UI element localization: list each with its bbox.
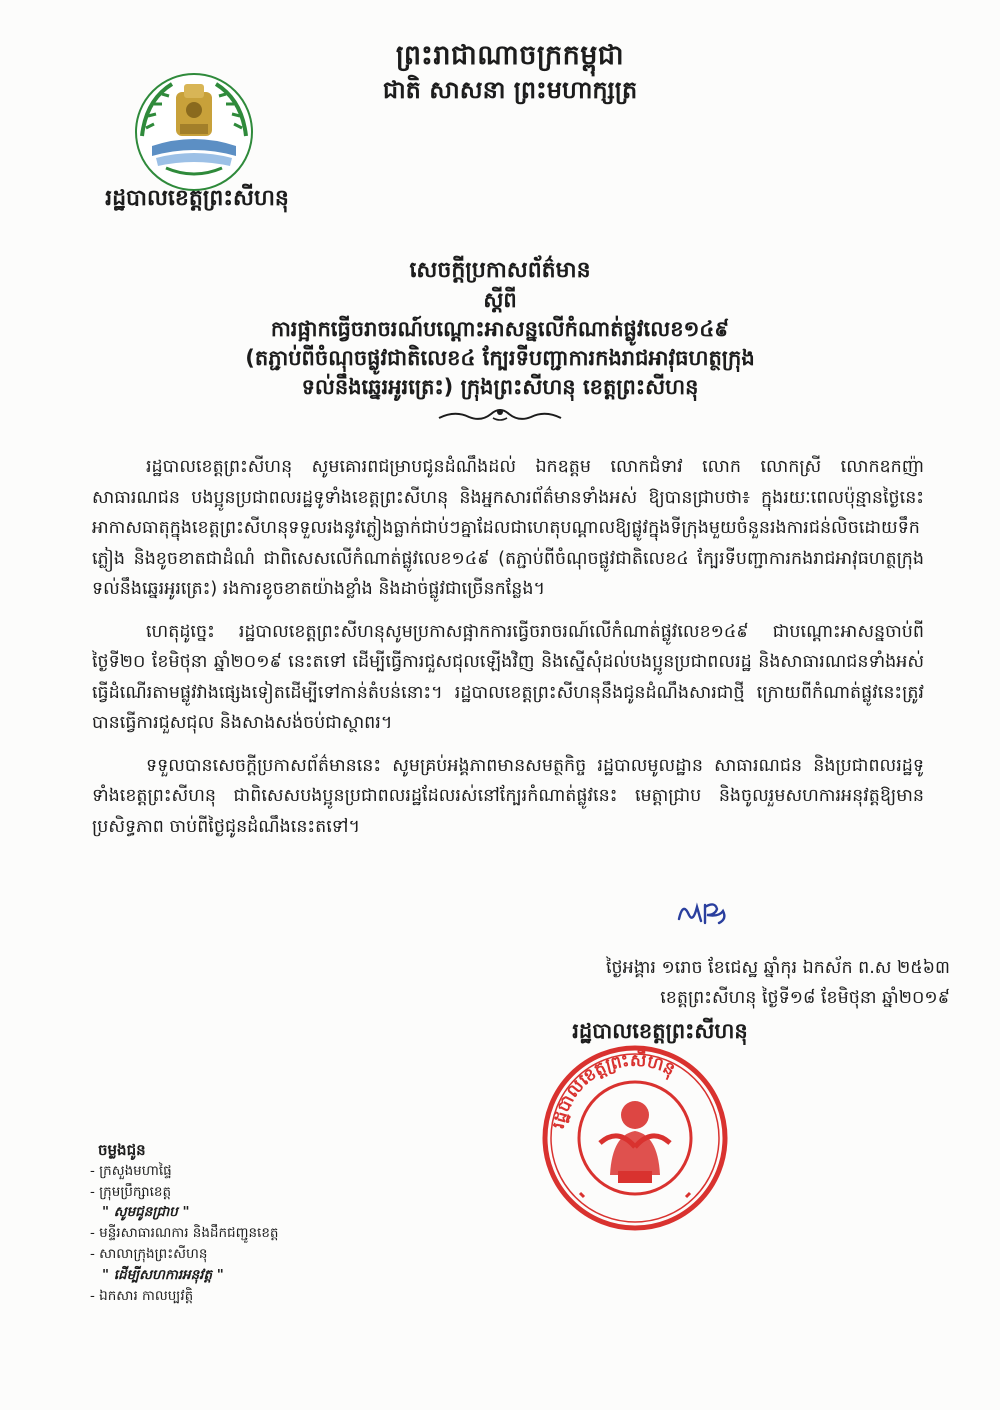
cc-item: - ក្រុមប្រឹក្សាខេត្ត <box>90 1183 172 1200</box>
body-paragraph-2: ហេតុដូច្នេះ រដ្ឋបាលខេត្តព្រះសីហនុសូមប្រកាសផ្អាកការធ្វើចរាចរណ៍លើកំណាត់ផ្លូវលេខ១៤៩ ជាបណ្តោះអាសន្នចាប់ពីថ្ងៃទី២០ ខែមិថុនា ឆ្នាំ២០១៩ នេះតទៅ ដើម្បីធ្វើការជួសជុលឡើងវិញ និងស្នើសុំដល់បងប្អូនប្រជាពលរដ្ឋ និងសាធារណជនទាំងអស់ ធ្វើដំណើរតាមផ្លូវវាងផ្សេងទៀតដើម្បីទៅកាន់តំបន់នោះ។ រដ្ឋបាលខេត្តព្រះសីហនុនឹងជូនដំណឹងសារជាថ្មី ក្រោយពីកំណាត់ផ្លូវនេះត្រូវបានធ្វើការជួសជុល និងសាងសង់ចប់ជាស្ថាពរ។ <box>92 621 924 733</box>
announcement-about: ស្តីពី <box>483 288 517 313</box>
title-ornament-icon <box>435 404 565 424</box>
announcement-subject-line-3: ទល់នឹងឆ្នេរអូរត្រេះ) ក្រុងព្រះសីហនុ ខេត្តព្រះសីហនុ <box>301 375 699 400</box>
announcement-subject-line-1: ការផ្អាកធ្វើចរាចរណ៍បណ្តោះអាសន្នលើកំណាត់ផ្លូវលេខ១៤៩ <box>270 317 730 342</box>
cc-item: - ក្រសួងមហាផ្ទៃ <box>90 1162 172 1179</box>
cc-note: " សូមជូនជ្រាប " <box>102 1204 190 1221</box>
national-motto: ជាតិ សាសនា ព្រះមហាក្សត្រ <box>382 76 638 105</box>
cc-note: " ដើម្បីសហការអនុវត្ត " <box>102 1266 224 1283</box>
national-header <box>330 38 690 107</box>
seal-ring-text: រដ្ឋបាលខេត្តព្រះសីហនុ <box>548 1050 679 1130</box>
provincial-emblem-icon <box>132 70 256 194</box>
body-paragraph-3: ទទួលបានសេចក្តីប្រកាសព័ត៌មាននេះ សូមគ្រប់អង្គភាពមានសមត្ថកិច្ច រដ្ឋបាលមូលដ្ឋាន សាធារណជន និងប្រជាពលរដ្ឋទូទាំងខេត្តព្រះសីហនុ ជាពិសេសបងប្អូនប្រជាពលរដ្ឋដែលរស់នៅក្បែរកំណាត់ផ្លូវនេះ មេត្តាជ្រាប និងចូលរួមសហការអនុវត្តឱ្យមានប្រសិទ្ធភាព ចាប់ពីថ្ងៃជូនដំណឹងនេះតទៅ។ <box>92 755 924 837</box>
announcement-body <box>92 452 924 854</box>
announcement-title: សេចក្តីប្រកាសព័ត៌មាន <box>409 258 591 283</box>
cc-item: - ឯកសារ កាលប្បវត្តិ <box>90 1287 194 1304</box>
signatory-title: រដ្ឋបាលខេត្តព្រះសីហនុ <box>572 1019 748 1043</box>
handwritten-initial-icon <box>675 893 731 929</box>
date-block <box>590 953 950 1013</box>
announcement-heading <box>150 256 850 424</box>
cc-title: ចម្លងជូន <box>98 1141 146 1159</box>
issuing-authority: រដ្ឋបាលខេត្តព្រះសីហនុ <box>105 186 289 211</box>
cc-item: - មន្ទីរសាធារណការ និងដឹកជញ្ជូនខេត្ត <box>90 1225 279 1242</box>
body-paragraph-1: រដ្ឋបាលខេត្តព្រះសីហនុ សូមគោរពជម្រាបជូនដំណឹងដល់ ឯកឧត្តម លោកជំទាវ លោក លោកស្រី លោកឧកញ៉ា សាធារណជន បងប្អូនប្រជាពលរដ្ឋទូទាំងខេត្តព្រះសីហនុ និងអ្នកសារព័ត៌មានទាំងអស់ ឱ្យបានជ្រាបថា៖ ក្នុងរយៈពេលប៉ុន្មានថ្ងៃនេះ អាកាសធាតុក្នុងខេត្តព្រះសីហនុទទួលរងនូវភ្លៀងធ្លាក់ជាប់ៗគ្នាដែលជាហេតុបណ្តាលឱ្យផ្លូវក្នុងទីក្រុងមួយចំនួនរងការជន់លិចដោយទឹកភ្លៀង និងខូចខាតជាដំណំ ជាពិសេសលើកំណាត់ផ្លូវលេខ១៤៩ (តភ្ជាប់ពីចំណុចផ្លូវជាតិលេខ៤ ក្បែរទីបញ្ជាការកងរាជអាវុធហត្ថក្រុង ទល់នឹងឆ្នេរអូរត្រេះ) រងការខូចខាតយ៉ាងខ្លាំង និងដាច់ផ្លូវជាច្រើនកន្លែង។ <box>92 457 924 599</box>
kingdom-title: ព្រះរាជាណាចក្រកម្ពុជា <box>395 40 625 71</box>
cc-item: - សាលាក្រុងព្រះសីហនុ <box>90 1245 208 1262</box>
lunar-date: ថ្ងៃអង្គារ ១រោច ខែជេស្ឋ ឆ្នាំកុរ ឯកស័ក ព.ស ២៥៦៣ <box>606 958 950 978</box>
official-seal-icon <box>540 1043 730 1233</box>
carbon-copy-list <box>88 1140 448 1306</box>
announcement-subject-line-2: (តភ្ជាប់ពីចំណុចផ្លូវជាតិលេខ៤ ក្បែរទីបញ្ជាការកងរាជអាវុធហត្ថក្រុង <box>245 346 755 371</box>
solar-date: ខេត្តព្រះសីហនុ ថ្ងៃទី១៨ ខែមិថុនា ឆ្នាំ២០១៩ <box>660 988 950 1008</box>
